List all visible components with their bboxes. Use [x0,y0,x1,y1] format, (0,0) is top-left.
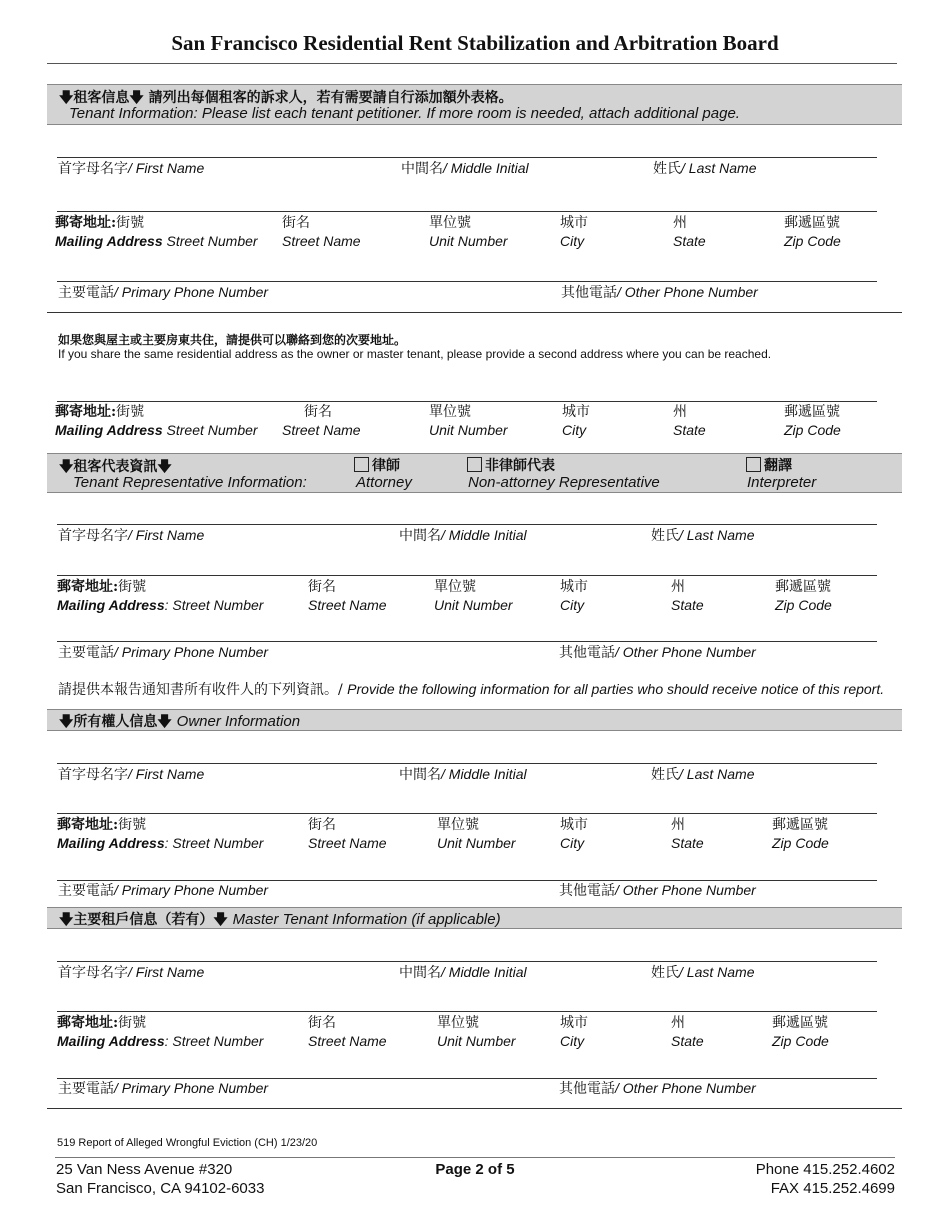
master-other-phone-label: 其他電話/ Other Phone Number [559,1080,756,1097]
master-name-line[interactable] [57,961,877,962]
rep-zip-label: 郵遞區號 Zip Code [775,579,832,613]
rep-name-line[interactable] [57,524,877,525]
attorney-checkbox[interactable] [354,457,369,472]
rep-last-name-label: 姓氏/ Last Name [651,527,755,544]
master-header-en: Master Tenant Information (if applicable) [232,911,501,928]
master-middle-initial-label: 中間名/ Middle Initial [399,964,527,981]
rep-city-label: 城市 City [560,579,588,613]
master-last-name-label: 姓氏/ Last Name [651,964,755,981]
representative-header-en: Tenant Representative Information: [73,474,307,491]
tenant-section-header [47,84,902,125]
master-street-name-label: 街名 Street Name [308,1015,387,1049]
tenant-primary-phone-label: 主要電話/ Primary Phone Number [58,284,269,301]
owner-state-label: 州 State [671,817,704,851]
master-primary-phone-label: 主要電話/ Primary Phone Number [58,1080,269,1097]
owner-primary-phone-label: 主要電話/ Primary Phone Number [58,882,269,899]
owner-street-number-label: 郵寄地址:街號 Mailing Address: Street Number [57,817,264,851]
owner-header-zh: 🡇所有權人信息🡇 [59,714,177,730]
rep-phone-line[interactable] [57,641,877,642]
second-unit-label: 單位號 Unit Number [429,404,508,438]
tenant-name-line[interactable] [57,157,877,158]
master-unit-label: 單位號 Unit Number [437,1015,516,1049]
tenant-street-name-label: 街名 Street Name [282,215,361,249]
tenant-mailing-line[interactable] [57,211,877,212]
master-section-divider [47,1108,902,1109]
page-title: San Francisco Residential Rent Stabilization and Arbitration Board [171,31,779,55]
tenant-section-divider [47,312,902,313]
tenant-city-label: 城市 City [560,215,588,249]
master-mailing-line[interactable] [57,1011,877,1012]
second-state-label: 州 State [673,404,706,438]
rep-street-number-label: 郵寄地址:街號 Mailing Address: Street Number [57,579,264,613]
rep-primary-phone-label: 主要電話/ Primary Phone Number [58,644,269,661]
tenant-other-phone-label: 其他電話/ Other Phone Number [561,284,758,301]
interpreter-label-en: Interpreter [747,474,817,491]
owner-first-name-label: 首字母名字/ First Name [58,766,205,783]
master-street-number-label: 郵寄地址:街號 Mailing Address: Street Number [57,1015,264,1049]
master-state-label: 州 State [671,1015,704,1049]
master-tenant-section-header [47,907,902,929]
tenant-middle-initial-label: 中間名/ Middle Initial [401,160,529,177]
master-first-name-label: 首字母名字/ First Name [58,964,205,981]
second-street-number-label: 郵寄地址:街號 Mailing Address Street Number [55,404,258,438]
footer-phone: Phone 415.252.4602 [755,1161,895,1178]
footer-divider [55,1157,895,1158]
nonattorney-checkbox[interactable] [467,457,482,472]
owner-middle-initial-label: 中間名/ Middle Initial [399,766,527,783]
owner-mailing-line[interactable] [57,813,877,814]
owner-header-en: Owner Information [176,713,301,730]
rep-middle-initial-label: 中間名/ Middle Initial [399,527,527,544]
attorney-option[interactable]: 律師 [354,455,400,475]
owner-city-label: 城市 City [560,817,588,851]
rep-street-name-label: 街名 Street Name [308,579,387,613]
tenant-first-name-label: 首字母名字/ First Name [58,160,205,177]
tenant-state-label: 州 State [673,215,706,249]
owner-name-line[interactable] [57,763,877,764]
rep-first-name-label: 首字母名字/ First Name [58,527,205,544]
tenant-street-number-label: 郵寄地址:街號 Mailing Address Street Number [55,215,258,249]
master-zip-label: 郵遞區號 Zip Code [772,1015,829,1049]
footer-fax: FAX 415.252.4699 [770,1180,895,1197]
tenant-unit-label: 單位號 Unit Number [429,215,508,249]
tenant-last-name-label: 姓氏/ Last Name [653,160,757,177]
second-address-note-zh: 如果您與屋主或主要房東共住，請提供可以聯絡到您的次要地址。 [58,333,407,347]
second-zip-label: 郵遞區號 Zip Code [784,404,841,438]
tenant-phone-line[interactable] [57,281,877,282]
owner-section-header [47,709,902,731]
tenant-header-en: Tenant Information: Please list each tenant petitioner. If more room is needed, attach additional page. [69,105,740,122]
rep-other-phone-label: 其他電話/ Other Phone Number [559,644,756,661]
attorney-label-en: Attorney [356,474,412,491]
rep-state-label: 州 State [671,579,704,613]
owner-street-name-label: 街名 Street Name [308,817,387,851]
interpreter-checkbox[interactable] [746,457,761,472]
form-id: 519 Report of Alleged Wrongful Eviction (CH) 1/23/20 [57,1137,318,1149]
tenant-header-zh: 🡇租客信息🡇 請列出每個租客的訴求人，若有需要請自行添加額外表格。 [59,90,513,106]
rep-mailing-line[interactable] [57,575,877,576]
second-address-note-en: If you share the same residential address as the owner or master tenant, please provide a second address where you can be reached. [58,347,772,361]
master-header-zh: 🡇主要租戶信息（若有）🡇 [59,912,233,928]
nonattorney-label-en: Non-attorney Representative [468,474,660,491]
rep-unit-label: 單位號 Unit Number [434,579,513,613]
interpreter-option[interactable]: 翻譯 [746,455,792,475]
representative-header-zh: 🡇租客代表資訊🡇 [59,459,172,475]
owner-last-name-label: 姓氏/ Last Name [651,766,755,783]
second-city-label: 城市 City [562,404,590,438]
nonattorney-option[interactable]: 非律師代表 [467,455,555,475]
master-city-label: 城市 City [560,1015,588,1049]
footer-address-line2: San Francisco, CA 94102-6033 [56,1180,265,1197]
owner-other-phone-label: 其他電話/ Other Phone Number [559,882,756,899]
footer-address-line1: 25 Van Ness Avenue #320 [56,1161,233,1178]
page-number: Page 2 of 5 [435,1161,515,1178]
representative-section-header [47,453,902,493]
notice-text: 請提供本報告通知書所有收件人的下列資訊。/ Provide the following information for all parties who should receive notice of this report. [58,681,885,698]
owner-zip-label: 郵遞區號 Zip Code [772,817,829,851]
owner-unit-label: 單位號 Unit Number [437,817,516,851]
second-street-name-label: 街名 Street Name [282,404,361,438]
tenant-zip-label: 郵遞區號 Zip Code [784,215,841,249]
title-divider [47,63,897,64]
